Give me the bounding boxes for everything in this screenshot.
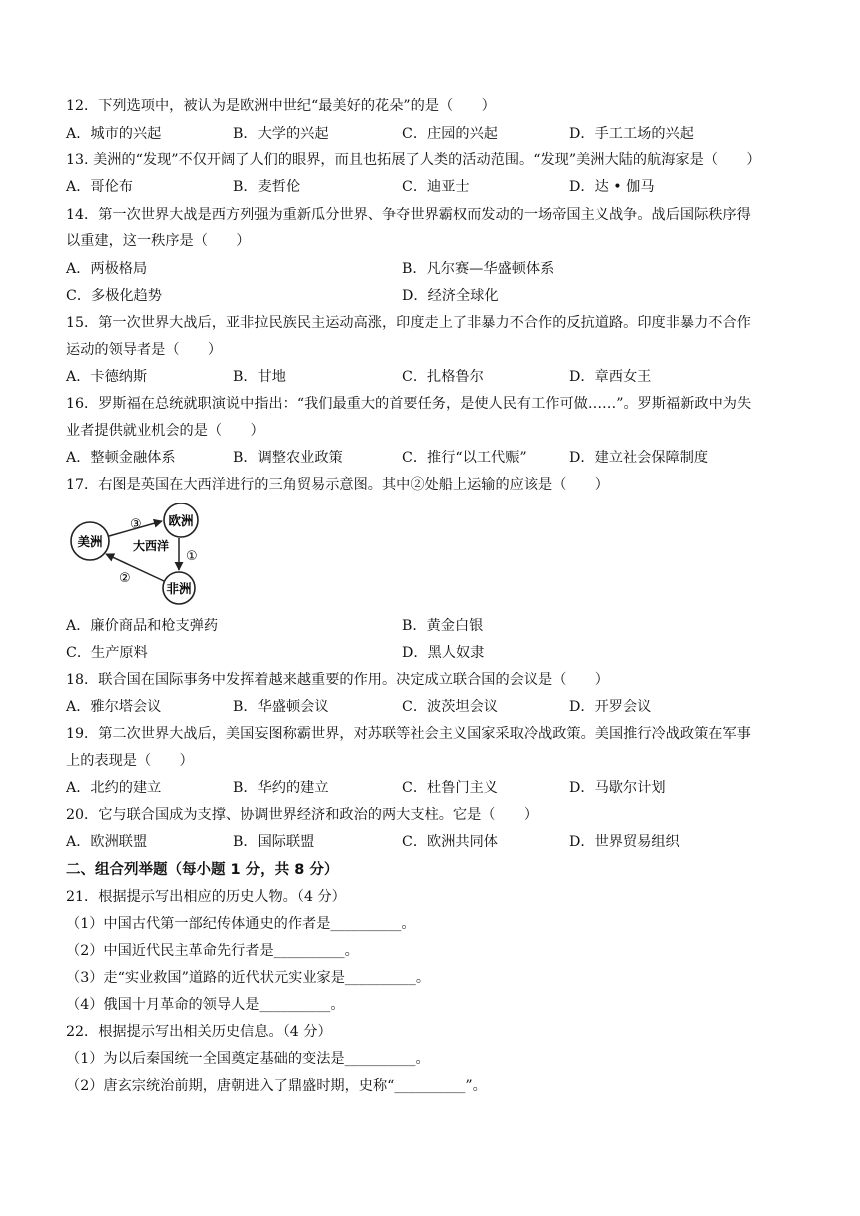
option-b: B．大学的兴起: [233, 126, 329, 142]
option-c: C．扎格鲁尔: [402, 369, 484, 385]
option-d: D．黑人奴隶: [402, 645, 485, 661]
question-17-options-row-1: [66, 616, 796, 636]
node-africa-label: 非洲: [166, 581, 192, 596]
option-d: D．马歇尔计划: [569, 780, 666, 796]
option-c: C．庄园的兴起: [402, 126, 498, 142]
option-c: C．欧洲共同体: [402, 834, 498, 850]
triangle-trade-diagram: [66, 503, 216, 605]
option-b: B．华约的建立: [233, 780, 329, 796]
option-c: C．波茨坦会议: [402, 699, 498, 715]
question-14-options-row-1: [66, 259, 796, 279]
node-americas: [71, 522, 109, 560]
node-europe: [164, 503, 198, 537]
question-22-stem: 22．根据提示写出相关历史信息。（4 分）: [66, 1024, 332, 1040]
option-c: C．生产原料: [66, 645, 148, 661]
option-d: D．达 • 伽马: [569, 179, 655, 195]
node-americas-label: 美洲: [77, 534, 103, 549]
option-a: A．北约的建立: [66, 780, 162, 796]
question-14-options-row-2: [66, 286, 796, 306]
question-16-options: [66, 448, 796, 468]
question-12-stem: 12．下列选项中，被认为是欧洲中世纪“最美好的花朵”的是（ ）: [66, 98, 496, 114]
section-2-title: 二、组合列举题（每小题 1 分，共 8 分）: [66, 862, 339, 878]
option-b: B．凡尔赛—华盛顿体系: [402, 261, 555, 277]
option-b: B．黄金白银: [402, 618, 484, 634]
option-a: A．哥伦布: [66, 179, 133, 195]
option-d: D．手工工场的兴起: [569, 126, 694, 142]
option-b: B．甘地: [233, 369, 286, 385]
option-d: D．建立社会保障制度: [569, 450, 709, 466]
option-c: C．迪亚士: [402, 179, 470, 195]
question-20-options: [66, 832, 796, 852]
option-d: D．章西女王: [569, 369, 652, 385]
option-b: B．调整农业政策: [233, 450, 343, 466]
question-14-stem-line-1: 14．第一次世界大战是西方列强为重新瓜分世界、争夺世界霸权而发动的一场帝国主义战争。战后国际秩序得: [66, 207, 751, 223]
question-21-item-2: （2）中国近代民主革命先行者是__________。: [66, 943, 359, 959]
option-a: A．卡德纳斯: [66, 369, 148, 385]
option-a: A．欧洲联盟: [66, 834, 148, 850]
question-19-stem-line-1: 19．第二次世界大战后，美国妄图称霸世界，对苏联等社会主义国家采取冷战政策。美国推行冷战政策在军事: [66, 726, 751, 742]
center-label: 大西洋: [133, 539, 170, 553]
arrow-route-2: [106, 554, 164, 581]
option-a: A．城市的兴起: [66, 126, 162, 142]
option-c: C．杜鲁门主义: [402, 780, 498, 796]
question-19-options: [66, 778, 796, 798]
option-d: D．经济全球化: [402, 288, 499, 304]
option-b: B．麦哲伦: [233, 179, 301, 195]
question-21-stem: 21．根据提示写出相应的历史人物。（4 分）: [66, 889, 346, 905]
question-17-options-row-2: [66, 643, 796, 663]
option-a: A．廉价商品和枪支弹药: [66, 618, 219, 634]
marker-2: ②: [119, 571, 131, 586]
node-africa: [163, 572, 195, 604]
question-20-stem: 20．它与联合国成为支撑、协调世界经济和政治的两大支柱。它是（ ）: [66, 807, 539, 823]
question-15-stem-line-2: 运动的领导者是（ ）: [66, 342, 223, 358]
marker-3: ③: [130, 517, 142, 532]
question-17-stem: 17．右图是英国在大西洋进行的三角贸易示意图。其中②处船上运输的应该是（ ）: [66, 477, 609, 493]
question-15-stem-line-1: 15．第一次世界大战后，亚非拉民族民主运动高涨，印度走上了非暴力不合作的反抗道路。印度非暴力不合作: [66, 315, 751, 331]
option-d: D．世界贸易组织: [569, 834, 680, 850]
question-22-item-2: （2）唐玄宗统治前期，唐朝进入了鼎盛时期，史称“__________”。: [66, 1078, 487, 1094]
question-16-stem-line-2: 业者提供就业机会的是（ ）: [66, 423, 265, 439]
question-13-stem: 13. 美洲的“发现”不仅开阔了人们的眼界，而且也拓展了人类的活动范围。“发现”美洲大陆的航海家是（ ）: [66, 152, 761, 168]
option-d: D．开罗会议: [569, 699, 652, 715]
question-16-stem-line-1: 16．罗斯福在总统就职演说中指出：“我们最重大的首要任务，是使人民有工作可做……”。罗斯福新政中为失: [66, 396, 752, 412]
marker-1: ①: [186, 549, 198, 564]
option-a: A．两极格局: [66, 261, 148, 277]
question-13-options: [66, 177, 796, 197]
question-15-options: [66, 367, 796, 387]
question-22-item-1: （1）为以后秦国统一全国奠定基础的变法是__________。: [66, 1051, 430, 1067]
option-c: C．多极化趋势: [66, 288, 162, 304]
option-b: B．华盛顿会议: [233, 699, 329, 715]
option-b: B．国际联盟: [233, 834, 315, 850]
node-europe-label: 欧洲: [168, 513, 194, 528]
question-19-stem-line-2: 上的表现是（ ）: [66, 753, 194, 769]
question-18-stem: 18．联合国在国际事务中发挥着越来越重要的作用。决定成立联合国的会议是（ ）: [66, 672, 609, 688]
question-21-item-1: （1）中国古代第一部纪传体通史的作者是__________。: [66, 916, 416, 932]
option-c: C．推行“以工代赈”: [402, 450, 527, 466]
question-14-stem-line-2: 以重建，这一秩序是（ ）: [66, 233, 251, 249]
question-12-options: [66, 124, 796, 144]
option-a: A．雅尔塔会议: [66, 699, 162, 715]
question-18-options: [66, 697, 796, 717]
question-21-item-4: （4）俄国十月革命的领导人是__________。: [66, 997, 345, 1013]
question-21-item-3: （3）走“实业救国”道路的近代状元实业家是__________。: [66, 970, 431, 986]
option-a: A．整顿金融体系: [66, 450, 176, 466]
